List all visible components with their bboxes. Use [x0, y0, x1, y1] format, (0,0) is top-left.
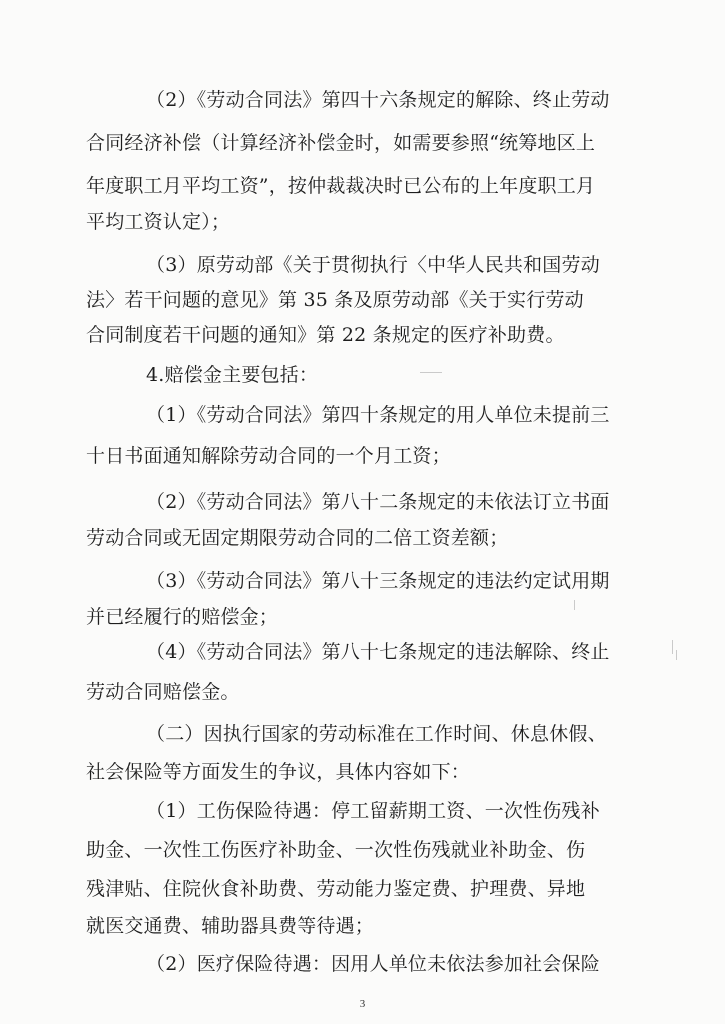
- text-line-11: （2）《劳动合同法》第八十二条规定的未依法订立书面: [146, 491, 610, 513]
- text-line-2: 合同经济补偿（计算经济补偿金时，如需要参照“统筹地区上: [86, 132, 596, 154]
- text-line-9: （1）《劳动合同法》第四十条规定的用人单位未提前三: [146, 404, 610, 426]
- text-line-5: （3）原劳动部《关于贯彻执行〈中华人民共和国劳动: [146, 254, 600, 276]
- text-line-7: 合同制度若干问题的通知》第 22 条规定的医疗补助费。: [86, 324, 565, 346]
- text-line-23: （2）医疗保险待遇：因用人单位未依法参加社会保险: [146, 953, 600, 975]
- text-line-14: 并已经履行的赔偿金；: [86, 606, 279, 628]
- text-line-8: 4.赔偿金主要包括：: [146, 364, 319, 386]
- text-line-15: （4）《劳动合同法》第八十七条规定的违法解除、终止: [146, 641, 610, 663]
- text-line-19: （1）工伤保险待遇：停工留薪期工资、一次性伤残补: [146, 800, 600, 822]
- text-line-22: 就医交通费、辅助器具费等待遇；: [86, 915, 375, 937]
- text-line-17: （二）因执行国家的劳动标准在工作时间、休息休假、: [146, 723, 607, 745]
- text-line-4: 平均工资认定）；: [86, 211, 231, 233]
- scan-speck: [574, 600, 575, 610]
- page-number: 3: [359, 998, 366, 1010]
- text-line-10: 十日书面通知解除劳动合同的一个月工资；: [86, 445, 451, 467]
- text-line-16: 劳动合同赔偿金。: [86, 681, 240, 703]
- text-line-1: （2）《劳动合同法》第四十六条规定的解除、终止劳动: [146, 89, 610, 111]
- text-line-21: 残津贴、住院伙食补助费、劳动能力鉴定费、护理费、异地: [86, 878, 586, 900]
- scan-speck: [676, 650, 677, 660]
- text-line-20: 助金、一次性工伤医疗补助金、一次性伤残就业补助金、伤: [86, 839, 586, 861]
- text-line-13: （3）《劳动合同法》第八十三条规定的违法约定试用期: [146, 570, 610, 592]
- text-line-3: 年度职工月平均工资”，按仲裁裁决时已公布的上年度职工月: [86, 175, 596, 197]
- scan-speck: [672, 640, 673, 654]
- scan-speck: [420, 372, 442, 373]
- text-line-12: 劳动合同或无固定期限劳动合同的二倍工资差额；: [86, 527, 509, 549]
- text-line-18: 社会保险等方面发生的争议，具体内容如下：: [86, 761, 471, 783]
- text-line-6: 法〉若干问题的意见》第 35 条及原劳动部《关于实行劳动: [86, 289, 584, 311]
